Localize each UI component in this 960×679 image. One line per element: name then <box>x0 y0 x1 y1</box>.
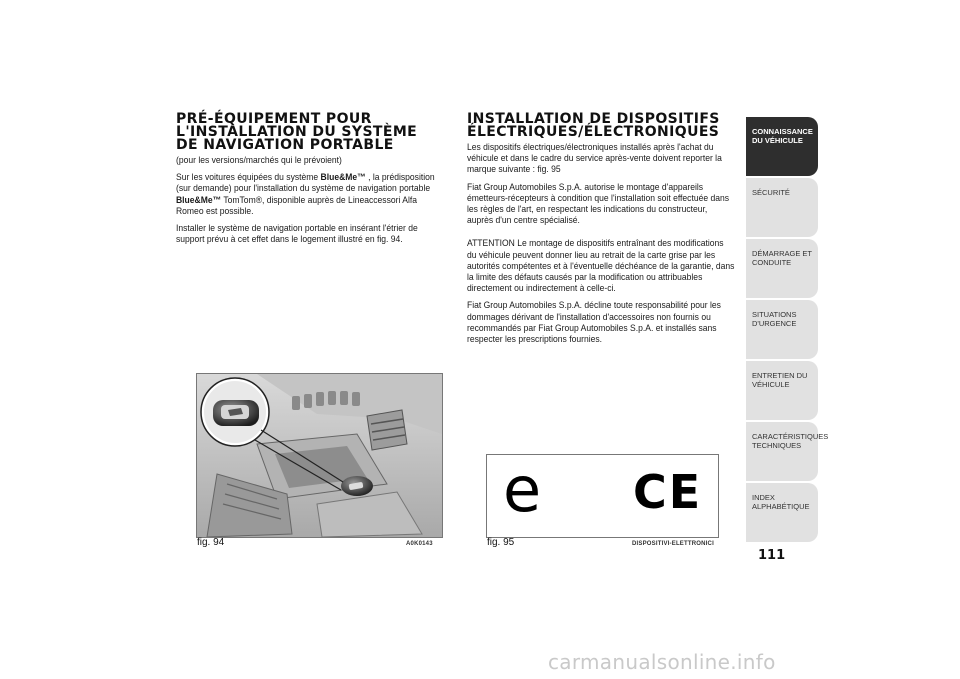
nav-prep-subtitle: (pour les versions/marchés qui le prévoient) <box>176 155 342 165</box>
electronics-paragraph-4: Fiat Group Automobiles S.p.A. décline toute responsabilité pour les dommages dérivant de l'installation d'accessoires non fournis ou recommandés par Fiat Group Automobiles S.p.A. et installés sans respecter les prescriptions fournies. <box>467 300 721 345</box>
fig-95-caption: fig. 95 <box>487 537 515 548</box>
nav-prep-heading: PRÉ-ÉQUIPEMENT POUR L'INSTALLATION DU SYSTÈME DE NAVIGATION PORTABLE <box>176 111 418 153</box>
fig-94-caption: fig. 94 <box>197 537 225 548</box>
fig-94-code: A0K0143 <box>406 541 433 547</box>
fig-95-image <box>486 454 719 538</box>
nav-prep-paragraph-2: Installer le système de navigation portable en insérant l'étrier de support prévu à cet effet dans le logement illustré en fig. 94. <box>176 223 418 245</box>
page-number: 111 <box>758 548 786 563</box>
right-column <box>467 113 737 351</box>
dashboard-illustration <box>197 374 442 537</box>
left-column <box>176 113 438 251</box>
nav-prep-paragraph-1: Sur les voitures équipées du système Blue&Me™ , la prédisposition (sur demande) pour l'installation du système de navigation portable Blue&Me™ TomTom®, disponible auprès de Lineaccessori Alfa Romeo est possible. <box>176 172 435 216</box>
tab-connaissance-vehicule[interactable]: CONNAISSANCE DU VÉHICULE <box>746 117 818 176</box>
tab-demarrage-conduite[interactable]: DÉMARRAGE ET CONDUITE <box>746 239 818 298</box>
tab-securite[interactable]: SÉCURITÉ <box>746 178 818 237</box>
electronics-paragraph-2: Fiat Group Automobiles S.p.A. autorise le montage d'appareils émetteurs-récepteurs à condition que l'installation soit effectuée dans les règles de l'art, en respectant les indications du constructeur, auprès d'un centre spécialisé. <box>467 181 730 226</box>
watermark: carmanualsonline.info <box>548 650 776 674</box>
electronics-heading: INSTALLATION DE DISPOSITIFS ÉLECTRIQUES/ÉLECTRONIQUES <box>467 111 720 140</box>
ce-mark-icon: CE <box>633 465 703 519</box>
tab-caracteristiques-techniques[interactable]: CARACTÉRISTIQUES TECHNIQUES <box>746 422 818 481</box>
e-mark-icon: e <box>503 454 542 526</box>
electronics-paragraph-1: Les dispositifs électriques/électroniques installés après l'achat du véhicule et dans le cadre du service après-vente doivent reporter la marque suivante : fig. 95 <box>467 142 722 175</box>
tab-situations-urgence[interactable]: SITUATIONS D'URGENCE <box>746 300 818 359</box>
electronics-warning: ATTENTION Le montage de dispositifs entraînant des modifications du véhicule peuvent donner lieu au retrait de la carte grise par les autorités compétentes et à l'éventuelle déchéance de la garantie, dans la limite des défauts causés par la modification ou attribuables directement ou indirectement à celle-ci. <box>467 238 735 294</box>
tab-index-alphabetique[interactable]: INDEX ALPHABÉTIQUE <box>746 483 818 542</box>
tab-entretien-vehicule[interactable]: ENTRETIEN DU VÉHICULE <box>746 361 818 420</box>
fig-94-image <box>196 373 443 538</box>
fig-95-code: DISPOSITIVI-ELETTRONICI <box>632 541 714 547</box>
chapter-tabs <box>746 117 829 542</box>
